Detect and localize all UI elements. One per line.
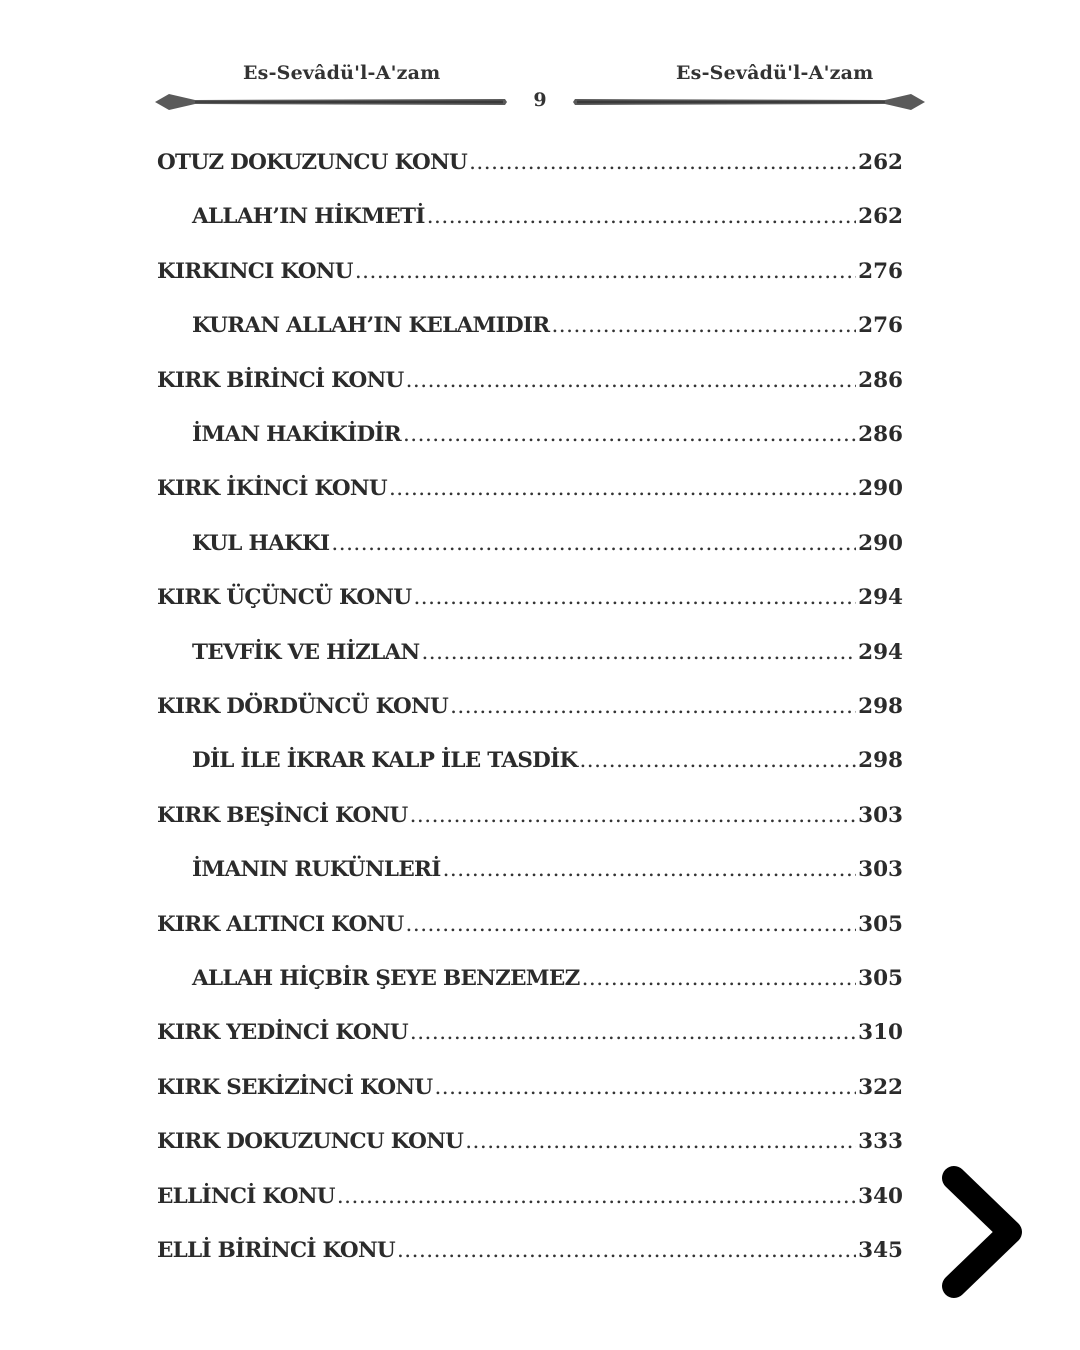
- toc-entry[interactable]: [157, 476, 903, 510]
- toc-dot-leader: [443, 857, 857, 882]
- toc-entry-page: 298: [858, 694, 903, 719]
- toc-entry-page: 262: [858, 150, 903, 175]
- toc-entry-page: 303: [858, 857, 903, 883]
- toc-entry[interactable]: [157, 259, 903, 293]
- toc-entry-page: 340: [858, 1183, 903, 1209]
- toc-entry-page: 286: [858, 367, 903, 393]
- toc-entry-title: KIRK BEŞİNCİ KONU: [157, 802, 408, 828]
- toc-entry-title: ELLİ BİRİNCİ KONU: [157, 1238, 395, 1263]
- toc-dot-leader: [421, 640, 856, 665]
- toc-entry-page: 345: [858, 1238, 903, 1263]
- toc-entry-page: 322: [858, 1074, 903, 1100]
- toc-dot-leader: [469, 150, 856, 175]
- toc-entry-title: ELLİNCİ KONU: [157, 1183, 335, 1209]
- toc-entry-title: KIRK YEDİNCİ KONU: [157, 1020, 408, 1046]
- toc-entry-title: KIRK SEKİZİNCİ KONU: [157, 1074, 433, 1100]
- toc-subentry[interactable]: [192, 640, 903, 674]
- toc-entry[interactable]: [157, 1129, 903, 1163]
- toc-entry-page: 305: [858, 966, 903, 991]
- toc-entry-title: İMANIN RUKÜNLERİ: [192, 857, 441, 883]
- toc-entry[interactable]: [157, 368, 903, 402]
- toc-entry-page: 294: [858, 585, 903, 611]
- toc-entry[interactable]: [157, 150, 903, 184]
- toc-subentry[interactable]: [192, 748, 903, 782]
- toc-dot-leader: [410, 803, 857, 828]
- toc-entry[interactable]: [157, 803, 903, 837]
- toc-subentry[interactable]: [192, 966, 903, 1000]
- toc-subentry[interactable]: [192, 313, 903, 347]
- toc-entry-page: 276: [858, 313, 903, 339]
- toc-entry-page: 303: [858, 802, 903, 828]
- toc-entry-title: KIRK DÖRDÜNCÜ KONU: [157, 694, 449, 719]
- toc-entry-title: KIRK ÜÇÜNCÜ KONU: [157, 585, 412, 611]
- toc-entry-title: TEVFİK VE HİZLAN: [192, 639, 420, 665]
- toc-entry-page: 310: [858, 1020, 903, 1046]
- toc-dot-leader: [406, 912, 857, 937]
- toc-dot-leader: [355, 259, 856, 284]
- header-ornament-left: [155, 90, 510, 114]
- header-title-left: Es-Sevâdü'l-A'zam: [243, 62, 441, 84]
- toc-entry-page: 294: [858, 639, 903, 665]
- toc-dot-leader: [410, 1020, 856, 1045]
- toc-dot-leader: [406, 368, 857, 393]
- toc-dot-leader: [337, 1184, 856, 1209]
- toc-entry[interactable]: [157, 1184, 903, 1218]
- toc-entry-title: OTUZ DOKUZUNCU KONU: [157, 150, 468, 175]
- toc-entry-title: ALLAH HİÇBİR ŞEYE BENZEMEZ: [192, 966, 580, 991]
- toc-dot-leader: [389, 476, 856, 501]
- toc-entry-title: İMAN HAKİKİDİR: [192, 422, 401, 447]
- toc-dot-leader: [413, 585, 856, 610]
- toc-dot-leader: [450, 694, 856, 719]
- toc-dot-leader: [403, 422, 856, 447]
- toc-dot-leader: [582, 966, 857, 991]
- toc-entry-page: 290: [858, 530, 903, 556]
- toc-entry-title: KIRK DOKUZUNCU KONU: [157, 1129, 464, 1155]
- toc-entry-page: 276: [858, 258, 903, 284]
- toc-entry[interactable]: [157, 1075, 903, 1109]
- toc-entry-page: 286: [858, 422, 903, 447]
- toc-dot-leader: [465, 1129, 856, 1154]
- toc-subentry[interactable]: [192, 531, 903, 565]
- toc-dot-leader: [434, 1075, 856, 1100]
- toc-dot-leader: [397, 1238, 856, 1263]
- toc-entry-page: 290: [858, 476, 903, 502]
- toc-subentry[interactable]: [192, 422, 903, 456]
- toc-entry-page: 305: [858, 911, 903, 937]
- header-ornament-right: [570, 90, 925, 114]
- toc-entry-title: KIRK ALTINCI KONU: [157, 911, 404, 937]
- toc-entry-title: DİL İLE İKRAR KALP İLE TASDİK: [192, 748, 578, 774]
- toc-entry-page: 333: [858, 1129, 903, 1155]
- toc-entry-title: KIRK İKİNCİ KONU: [157, 476, 387, 502]
- toc-dot-leader: [331, 531, 856, 556]
- toc-entry-title: KIRKINCI KONU: [157, 258, 353, 284]
- toc-entry-page: 262: [858, 204, 903, 230]
- toc-entry[interactable]: [157, 694, 903, 728]
- toc-subentry[interactable]: [192, 857, 903, 891]
- toc-entry[interactable]: [157, 912, 903, 946]
- toc-entry[interactable]: [157, 585, 903, 619]
- toc-subentry[interactable]: [192, 204, 903, 238]
- toc-entry-title: ALLAH’IN HİKMETİ: [192, 204, 425, 230]
- toc-entry-title: KURAN ALLAH’IN KELAMIDIR: [192, 313, 550, 339]
- toc-dot-leader: [427, 204, 856, 229]
- toc-entry-title: KIRK BİRİNCİ KONU: [157, 367, 404, 393]
- toc-entry[interactable]: [157, 1238, 903, 1272]
- toc-dot-leader: [551, 313, 856, 338]
- toc-entry[interactable]: [157, 1020, 903, 1054]
- toc-dot-leader: [579, 748, 856, 773]
- toc-entry-title: KUL HAKKI: [192, 530, 330, 556]
- chevron-right-icon[interactable]: [938, 1162, 1028, 1302]
- page-number: 9: [533, 89, 547, 111]
- header-title-right: Es-Sevâdü'l-A'zam: [676, 62, 874, 84]
- toc-entry-page: 298: [858, 748, 903, 774]
